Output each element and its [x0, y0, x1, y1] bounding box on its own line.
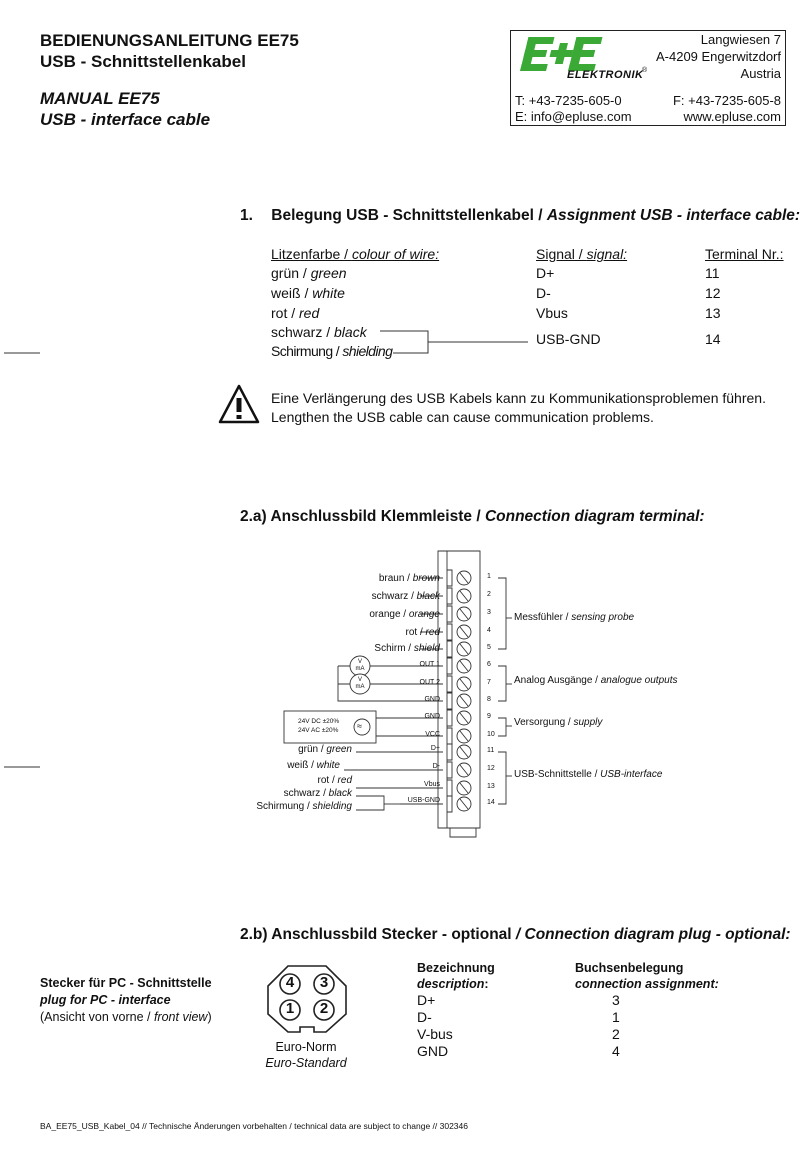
- plug-desc-list: [417, 992, 453, 1060]
- usb-wire-red: rot / red: [317, 775, 352, 786]
- address-line-2: A-4209 Engerwitzdorf: [655, 49, 781, 64]
- plug-desc-row: D-: [417, 1009, 432, 1025]
- usb-wire-green: grün / green: [298, 744, 352, 755]
- col-terminal-header: Terminal Nr.:: [705, 246, 784, 262]
- plug-assign-row: 3: [612, 992, 620, 1008]
- signal-cell: Vbus: [536, 305, 568, 321]
- section-1-number: 1.: [240, 207, 253, 224]
- terminal-diagram: [0, 540, 808, 840]
- terminal-number: 2: [487, 591, 491, 598]
- plug-desc-row: GND: [417, 1043, 449, 1059]
- plug-assign-row: 4: [612, 1043, 620, 1059]
- footer-text: BA_EE75_USB_Kabel_04 // Technische Änderungen vorbehalten / technical data are subject to change // 302346: [40, 1121, 468, 1131]
- pin-4: 4: [285, 974, 295, 991]
- terminal-number: 5: [487, 644, 491, 651]
- signal-gnd-2: GND: [424, 713, 440, 720]
- terminal-number: 12: [487, 765, 495, 772]
- plug-description: [40, 975, 212, 1026]
- email: E: info@epluse.com: [515, 109, 632, 124]
- registered-mark: ®: [642, 67, 648, 74]
- signal-cell: D-: [536, 285, 551, 301]
- wire-row: grün / green: [271, 265, 347, 281]
- terminal-number: 1: [487, 573, 491, 580]
- title-en-line-1: MANUAL EE75: [40, 89, 160, 108]
- section-2a-heading: [240, 508, 705, 526]
- section-1-title-en: Assignment USB - interface cable:: [546, 207, 801, 224]
- signal-d-plus: D+: [430, 745, 440, 752]
- warning-text: [271, 389, 766, 427]
- plug-view: (Ansicht von vorne / front view): [40, 1010, 212, 1024]
- plug-assign-row: 1: [612, 1009, 620, 1025]
- wire-black-label: schwarz / black: [371, 591, 440, 602]
- signal-usb-gnd: USB-GND: [407, 797, 440, 804]
- norm-en: Euro-Standard: [265, 1056, 347, 1070]
- plug-en: plug for PC - interface: [40, 993, 171, 1007]
- usb-wire-white: weiß / white: [287, 760, 340, 771]
- plug-assign-list: [612, 992, 620, 1060]
- terminal-number: 9: [487, 713, 491, 720]
- fax: F: +43-7235-605-8: [672, 93, 781, 108]
- wire-brown-label: braun / brown: [378, 573, 440, 584]
- terminal-cell: 11: [705, 265, 720, 281]
- section-2a-number: 2.a): [240, 508, 267, 525]
- gnd-bracket-lines: [0, 0, 808, 400]
- terminal-number: 8: [487, 696, 491, 703]
- terminal-number: 6: [487, 661, 491, 668]
- plug-desc-row: V-bus: [417, 1026, 453, 1042]
- warning-icon: [218, 384, 260, 424]
- wire-orange-label: orange / orange: [369, 609, 440, 620]
- address-line-3: Austria: [740, 66, 781, 81]
- warning-de: Eine Verlängerung des USB Kabels kann zu Kommunikationsproblemen führen.: [271, 390, 766, 406]
- plug-drawing: [262, 962, 352, 1038]
- col-signal-header: Signal / signal:: [536, 246, 628, 262]
- terminal-number: 13: [487, 783, 495, 790]
- title-de-line-1: BEDIENUNGSANLEITUNG EE75: [40, 31, 299, 50]
- signal-cell: D+: [536, 265, 555, 281]
- usb-wire-black: schwarz / black: [283, 788, 352, 799]
- terminal-cell: 12: [705, 285, 721, 301]
- warning-en: Lengthen the USB cable can cause communication problems.: [271, 409, 654, 425]
- group-analogue-outputs: Analog Ausgänge / analogue outputs: [514, 675, 678, 686]
- signal-out2: OUT 2: [419, 679, 440, 686]
- signal-gnd-1: GND: [424, 696, 440, 703]
- pin-3: 3: [319, 974, 329, 991]
- section-2a-title-en: Connection diagram terminal:: [484, 508, 705, 525]
- section-2b-number: 2.b): [240, 926, 268, 943]
- section-2b-title-de: Anschlussbild Stecker - optional: [271, 926, 516, 943]
- supply-label: 24V DC ±20% 24V AC ±20%: [298, 718, 340, 734]
- terminal-number: 4: [487, 627, 491, 634]
- group-supply: Versorgung / supply: [514, 717, 603, 728]
- wire-row: Schirmung / shielding: [271, 343, 393, 359]
- terminal-number: 7: [487, 679, 491, 686]
- gnd-terminal-cell: 14: [705, 331, 721, 347]
- supply-symbol: ≈: [357, 721, 362, 731]
- col-assign-header: Buchsenbelegung connection assignment:: [575, 961, 719, 991]
- margin-mark: [0, 766, 50, 770]
- signal-out1: OUT 1: [419, 661, 440, 668]
- plug-de: Stecker für PC - Schnittstelle: [40, 976, 212, 990]
- plug-desc-row: D+: [417, 992, 436, 1008]
- terminal-number: 14: [487, 799, 495, 806]
- usb-wire-shielding: Schirmung / shielding: [256, 801, 352, 812]
- meter-2-label: V mA: [355, 677, 365, 690]
- col-wire-header: Litzenfarbe / colour of wire:: [271, 246, 440, 262]
- group-sensing-probe: Messfühler / sensing probe: [514, 612, 635, 623]
- meter-1-label: V mA: [355, 659, 365, 672]
- wire-red-label: rot / red: [405, 627, 440, 638]
- plug-assign-row: 2: [612, 1026, 620, 1042]
- signal-vcc: VCC: [425, 731, 440, 738]
- logo-subtitle: ELEKTRONIK: [567, 69, 644, 81]
- title-en-line-2: USB - interface cable: [40, 110, 211, 129]
- terminal-number: 3: [487, 609, 491, 616]
- pin-2: 2: [319, 1000, 329, 1017]
- wire-row: schwarz / black: [271, 324, 367, 340]
- pin-1: 1: [285, 1000, 295, 1017]
- terminal-cell: 13: [705, 305, 721, 321]
- section-2b-title-en: / Connection diagram plug - optional:: [515, 926, 791, 943]
- wire-row: rot / red: [271, 305, 320, 321]
- wire-shield-label: Schirm / shield: [374, 643, 440, 654]
- title-de-line-2: USB - Schnittstellenkabel: [40, 52, 246, 71]
- signal-vbus: Vbus: [424, 781, 440, 788]
- wire-row: weiß / white: [271, 285, 345, 301]
- group-usb-interface: USB-Schnittstelle / USB-interface: [514, 769, 663, 780]
- col-desc-header: Bezeichnung description:: [417, 961, 495, 991]
- plug-norm: [240, 1039, 372, 1071]
- phone: T: +43-7235-605-0: [515, 93, 622, 108]
- terminal-number: 11: [487, 747, 495, 754]
- section-1-title-de: Belegung USB - Schnittstellenkabel /: [271, 207, 547, 224]
- gnd-signal-cell: USB-GND: [536, 331, 601, 347]
- section-2a-title-de: Anschlussbild Klemmleiste /: [270, 508, 485, 525]
- norm-de: Euro-Norm: [275, 1040, 337, 1054]
- signal-d-minus: D-: [432, 763, 440, 770]
- address-line-1: Langwiesen 7: [700, 32, 781, 47]
- website: www.epluse.com: [683, 109, 781, 124]
- section-2b-heading: [240, 926, 791, 944]
- terminal-number: 10: [487, 731, 495, 738]
